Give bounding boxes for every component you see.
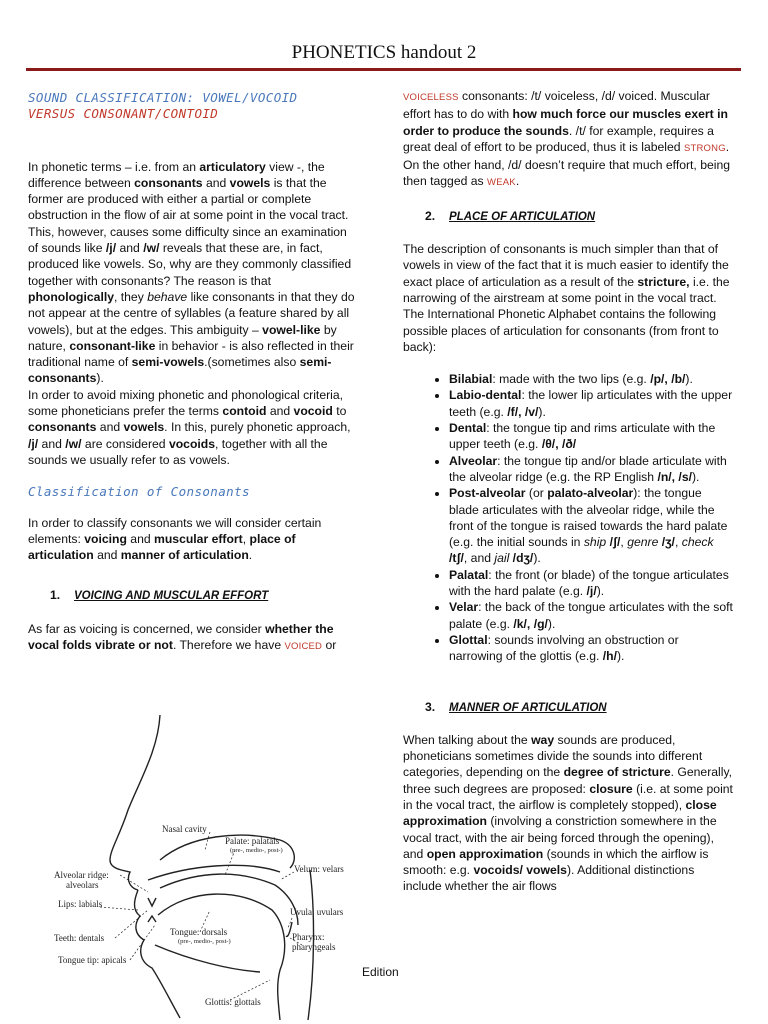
label-alveolars: alveolars: [66, 880, 99, 890]
label-nasal-cavity: Nasal cavity: [162, 824, 207, 834]
page-title: PHONETICS handout 2: [291, 42, 477, 63]
list-item: • Bilabial: made with the two lips (e.g. /p/, /b/).: [449, 371, 733, 387]
section-heading: SOUND CLASSIFICATION: VOWEL/VOCOID: [28, 90, 298, 105]
list-item: • Dental: the tongue tip and rims articulate with the upper teeth (e.g. /θ/, /ð/: [449, 420, 733, 453]
label-tongue: Tongue: dorsals: [170, 927, 228, 937]
vocal-tract-diagram: [40, 710, 360, 1020]
title-divider: [26, 68, 741, 71]
footer-text: Edition: [362, 965, 399, 979]
paragraph-intro: In phonetic terms – i.e. from an articulatory view -, the difference between consonants and vowels is that the former are produced with either a partial or complete obstruction in the flow of air at some point in the vocal tract. This, however, causes some difficulty since an examination of sounds like /j/ and /w/ reveals that these are, in fact, produced like vowels. So, why are they commonly classified together with consonants? The reason is that phonologically, they behave like consonants in that they do not appear at the centre of syllables (a feature shared by all vowels), but at the edges. This ambiguity – vowel-like by nature, consonant-like in behavior - is also reflected in their traditional name of semi-vowels.(sometimes also semi-consonants).: [28, 159, 355, 386]
list-item: • Labio-dental: the lower lip articulates with the upper teeth (e.g. /f/, /v/).: [449, 387, 733, 420]
label-palate-sub: (pre-, medio-, post-): [230, 847, 283, 854]
list-item: • Post-alveolar (or palato-alveolar): the tongue blade articulates with the alveolar ridge, while the front of the tongue is raised towards the hard palate (e.g. the initial sounds in ship /ʃ/, genre /ʒ/, check /tʃ/, and jail /dʒ/).: [449, 485, 733, 566]
left-column: [28, 88, 360, 655]
section-1-heading: 1. VOICING AND MUSCULAR EFFORT: [50, 588, 269, 603]
label-palate: Palate: palatals: [225, 836, 280, 846]
list-item: • Glottal: sounds involving an obstruction or narrowing of the glottis (e.g. /h/).: [449, 632, 733, 665]
label-glottis: Glottis: glottals: [205, 997, 261, 1007]
label-alveolar-ridge: Alveolar ridge:: [54, 870, 109, 880]
section-2-heading: 2. PLACE OF ARTICULATION: [425, 208, 596, 223]
label-uvula: Uvula: uvulars: [290, 907, 344, 917]
sub-heading: Classification of Consonants: [28, 484, 250, 500]
section-heading-line2: VERSUS CONSONANT/CONTOID: [28, 106, 219, 122]
paragraph-voiceless: VOICELESS consonants: /t/ voiceless, /d/ voiced. Muscular effort has to do with how much force our muscles exert in order to produce the sounds. /t/ for example, requires a great deal of effort to be produced, thus it is labeled STRONG. On the other hand, /d/ doesn’t require that much effort, being then tagged as WEAK.: [403, 89, 731, 189]
right-column: [403, 88, 733, 895]
label-pharynx: Pharynx:: [292, 932, 325, 942]
paragraph-voicing: As far as voicing is concerned, we consider whether the vocal folds vibrate or not. Therefore we have VOICED or: [28, 621, 337, 653]
label-lips: Lips: labials: [58, 899, 103, 909]
places-list: [403, 371, 733, 664]
paragraph-classify: In order to classify consonants we will consider certain elements: voicing and muscular effort, place of articulation and manner of articulation.: [28, 515, 322, 563]
paragraph-place: The description of consonants is much simpler than that of vowels in view of the fact that it is much easier to identify the exact place of articulation as a result of the stricture, i.e. the narrowing of the airstream at some point in the vocal tract.: [403, 242, 730, 305]
list-item: • Palatal: the front (or blade) of the tongue articulates with the hard palate (e.g. /j/).: [449, 567, 733, 600]
paragraph-manner: When talking about the way sounds are produced, phoneticians sometimes divide the sounds into different categories, depending on the degree of stricture. Generally, three such degrees are proposed: closure (i.e. at some point in the vocal tract, the airflow is completely stopped), close approximation (involving a constriction somewhere in the vocal tract, with the air being forced through the opening), and open approximation (sounds in which the airflow is smooth: e.g. vocoids/ vowels). Additional distinctions include whether the air flows: [403, 732, 733, 894]
paragraph-ipa: The International Phonetic Alphabet contains the following possible places of articulation for consonants (from front to back):: [403, 307, 719, 354]
label-teeth: Teeth: dentals: [54, 933, 105, 943]
label-tongue-sub: (pre-, medio-, post-): [178, 938, 231, 945]
label-velum: Velum: velars: [294, 864, 344, 874]
section-3-heading: 3. MANNER OF ARTICULATION: [425, 699, 607, 714]
label-pharyngeals: pharyngeals: [292, 942, 336, 952]
paragraph-contoid: In order to avoid mixing phonetic and phonological criteria, some phoneticians prefer the terms contoid and vocoid to consonants and vowels. In this, purely phonetic approach, /j/ and /w/ are considered vocoids, together with all the sounds we usually refer to as vowels.: [28, 387, 351, 467]
list-item: • Velar: the back of the tongue articulates with the soft palate (e.g. /k/, /g/).: [449, 599, 733, 632]
list-item: • Alveolar: the tongue tip and/or blade articulate with the alveolar ridge (e.g. the RP English /n/, /s/).: [449, 453, 733, 486]
label-tongue-tip: Tongue tip: apicals: [58, 955, 127, 965]
